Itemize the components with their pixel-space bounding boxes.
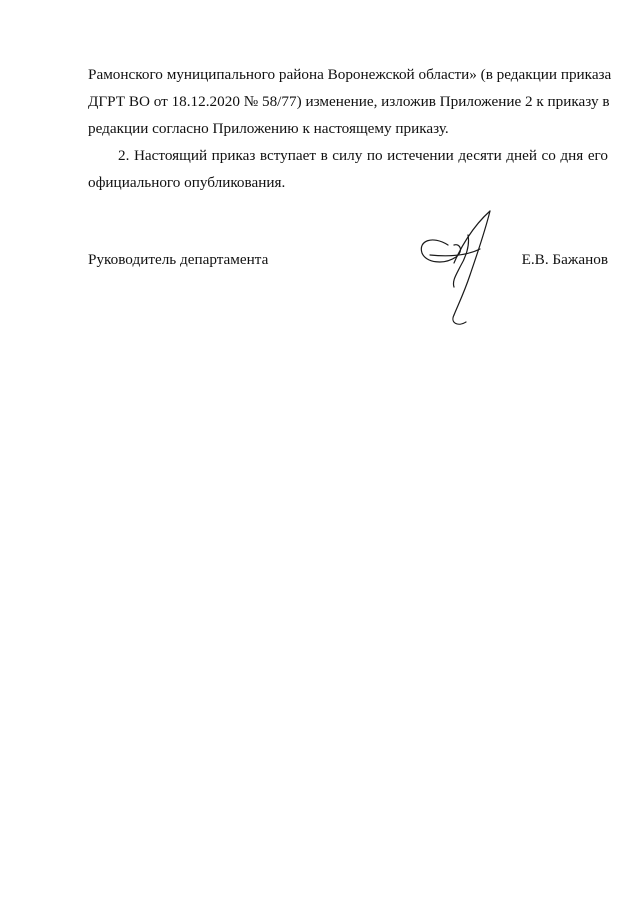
paragraph-line: редакции согласно Приложению к настоящему приказу. [88, 120, 449, 137]
paragraph-line: официального опубликования. [88, 174, 286, 191]
paragraph-amendment [88, 61, 612, 142]
signatory-name: Е.В. Бажанов [521, 251, 608, 268]
paragraph-line: ДГРТ ВО от 18.12.2020 № 58/77) изменение, изложив Приложение 2 к приказу в [88, 93, 610, 110]
signature-block [88, 246, 608, 276]
paragraph-line: 2. Настоящий приказ вступает в силу по истечении десяти дней со дня его [118, 147, 608, 164]
paragraph-line: Рамонского муниципального района Воронежской области» (в редакции приказа [88, 66, 612, 83]
signatory-role: Руководитель департамента [88, 251, 269, 268]
paragraph-effective-date [88, 142, 608, 196]
